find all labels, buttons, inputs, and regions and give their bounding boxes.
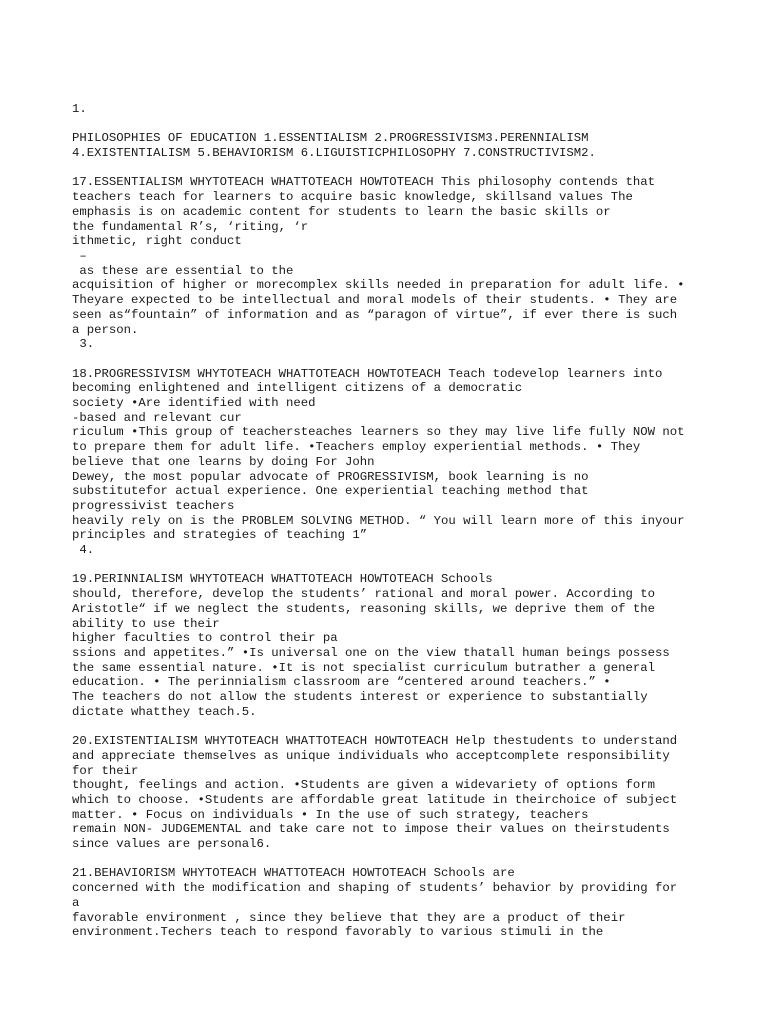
text-line: should, therefore, develop the students’ rational and moral power. According to xyxy=(72,587,655,602)
page-number-block xyxy=(72,102,712,117)
text-line: the fundamental R’s, ‘riting, ‘r xyxy=(72,219,309,234)
text-line: a person. xyxy=(72,322,139,337)
text-line: the same essential nature. •It is not specialist curriculum butrather a general xyxy=(72,660,655,675)
text-line: as these are essential to the xyxy=(72,263,294,278)
text-line: which to choose. •Students are affordable great latitude in theirchoice of subject xyxy=(72,792,678,807)
text-line: becoming enlightened and intelligent citizens of a democratic xyxy=(72,381,523,396)
paragraph-philosophies-list xyxy=(72,131,712,160)
text-line: ability to use their xyxy=(72,616,220,631)
paragraph-essentialism xyxy=(72,175,712,351)
text-line: education. • The perinnialism classroom are “centered around teachers.” • xyxy=(72,675,611,690)
text-line: 21.BEHAVIORISM WHYTOTEACH WHATTOTEACH HOWTOTEACH Schools are xyxy=(72,866,515,881)
text-line: to prepare them for adult life. •Teachers employ experiential methods. • They xyxy=(72,440,641,455)
text-line: for their xyxy=(72,763,139,778)
text-line: teachers teach for learners to acquire basic knowledge, skillsand values The xyxy=(72,190,633,205)
text-line: progressivist teachers xyxy=(72,498,235,513)
paragraph-progressivism xyxy=(72,367,712,558)
paragraph-existentialism xyxy=(72,734,712,852)
text-line: 4.EXISTENTIALISM 5.BEHAVIORISM 6.LIGUISTICPHILOSOPHY 7.CONSTRUCTIVISM2. xyxy=(72,146,596,161)
text-line: Theyare expected to be intellectual and moral models of their students. • They are xyxy=(72,293,678,308)
text-line: 4. xyxy=(72,543,95,558)
text-line: The teachers do not allow the students interest or experience to substantially xyxy=(72,690,648,705)
text-line: believe that one learns by doing For John xyxy=(72,454,375,469)
text-line: matter. • Focus on individuals • In the use of such strategy, teachers xyxy=(72,807,589,822)
text-line: society •Are identified with need xyxy=(72,396,316,411)
text-line: dictate whatthey teach.5. xyxy=(72,704,257,719)
text-line: heavily rely on is the PROBLEM SOLVING METHOD. “ You will learn more of this inyour xyxy=(72,513,685,528)
text-line: principles and strategies of teaching 1” xyxy=(72,528,368,543)
text-line: ithmetic, right conduct xyxy=(72,234,242,249)
text-line: 17.ESSENTIALISM WHYTOTEACH WHATTOTEACH HOWTOTEACH This philosophy contends that xyxy=(72,175,655,190)
text-line: and appreciate themselves as unique individuals who acceptcomplete responsibility xyxy=(72,748,670,763)
text-line: emphasis is on academic content for students to learn the basic skills or xyxy=(72,204,611,219)
document-page xyxy=(72,102,712,955)
text-line: 1. xyxy=(72,102,87,116)
text-line: since values are personal6. xyxy=(72,837,272,852)
paragraph-behaviorism xyxy=(72,866,712,940)
text-line: 20.EXISTENTIALISM WHYTOTEACH WHATTOTEACH HOWTOTEACH Help thestudents to understand xyxy=(72,734,678,749)
text-line: Aristotle“ if we neglect the students, reasoning skills, we deprive them of the xyxy=(72,601,655,616)
text-line: riculum •This group of teachersteaches learners so they may live life fully NOW not xyxy=(72,425,685,440)
text-line: substitutefor actual experience. One experiential teaching method that xyxy=(72,484,589,499)
text-line: favorable environment , since they believe that they are a product of their xyxy=(72,910,626,925)
text-line: Dewey, the most popular advocate of PROGRESSIVISM, book learning is no xyxy=(72,469,589,484)
text-line: PHILOSOPHIES OF EDUCATION 1.ESSENTIALISM 2.PROGRESSIVISM3.PERENNIALISM xyxy=(72,131,589,146)
text-line: ssions and appetites.” •Is universal one on the view thatall human beings possess xyxy=(72,645,670,660)
text-line: acquisition of higher or morecomplex skills needed in preparation for adult life. • xyxy=(72,278,685,293)
text-line: higher faculties to control their pa xyxy=(72,631,338,646)
text-line: 3. xyxy=(72,337,95,352)
paragraph-perennialism xyxy=(72,572,712,719)
text-line: – xyxy=(72,249,87,263)
text-line: environment.Techers teach to respond favorably to various stimuli in the xyxy=(72,925,604,940)
text-line: concerned with the modification and shaping of students’ behavior by providing for xyxy=(72,881,678,896)
text-line: -based and relevant cur xyxy=(72,410,242,425)
text-line: a xyxy=(72,895,80,910)
text-line: 19.PERINNIALISM WHYTOTEACH WHATTOTEACH HOWTOTEACH Schools xyxy=(72,572,493,587)
text-line: seen as“fountain” of information and as “paragon of virtue”, if ever there is such xyxy=(72,307,678,322)
text-line: thought, feelings and action. •Students are given a widevariety of options form xyxy=(72,778,655,793)
text-line: remain NON- JUDGEMENTAL and take care not to impose their values on theirstudents xyxy=(72,822,670,837)
text-line: 18.PROGRESSIVISM WHYTOTEACH WHATTOTEACH HOWTOTEACH Teach todevelop learners into xyxy=(72,366,663,381)
